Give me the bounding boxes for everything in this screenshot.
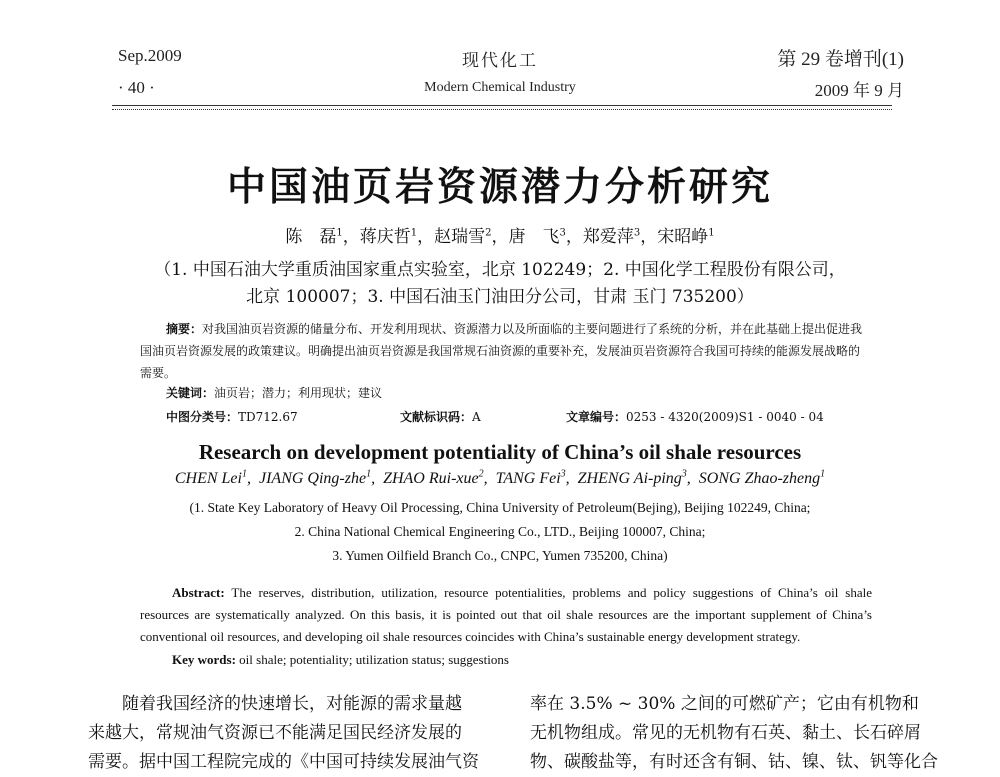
classification-number: 中图分类号：TD712.67 bbox=[166, 410, 298, 424]
body-line: 物、碳酸盐等，有时还含有铜、钴、镍、钛、钒等化合 bbox=[530, 752, 938, 772]
article-number: 文章编号：0253 - 4320(2009)S1 - 0040 - 04 bbox=[566, 410, 824, 424]
author-cn: 宋昭峥$^1$ bbox=[657, 227, 715, 247]
author-cn: 唐 飞$^3$ bbox=[508, 227, 566, 247]
header-date: Sep.2009 bbox=[118, 46, 182, 65]
document-code: 文献标识码：A bbox=[400, 410, 481, 424]
header-volume: 第 29 卷增刊(1) bbox=[777, 49, 904, 70]
keywords-en bbox=[172, 652, 509, 668]
affiliation-cn: （1. 中国石油大学重质油国家重点实验室，北京 102249；2. 中国化学工程股份有限公司， bbox=[154, 260, 846, 280]
author-en: CHEN Lei$^1$ bbox=[174, 468, 247, 487]
keywords-en-label: Key words: bbox=[172, 652, 236, 667]
header-rule-dotted bbox=[112, 109, 892, 110]
abstract-en-label: Abstract: bbox=[172, 585, 225, 600]
authors-cn: 陈 磊$^1$，蒋庆哲$^1$，赵瑞雪$^2$，唐 飞$^3$，郑爱萍$^3$，宋昭峥$^1$ bbox=[285, 227, 715, 247]
author-cn: 陈 磊$^1$ bbox=[285, 227, 343, 247]
author-cn: 蒋庆哲$^1$ bbox=[359, 227, 418, 247]
abstract-cn-text: 对我国油页岩资源的储量分布、开发利用现状、资源潜力以及所面临的主要问题进行了系统的分析，并在此基础上提出促进我国油页岩资源发展的政策建议。明确提出油页岩资源是我国常规石油资源的重要补充，发展油页岩资源符合我国可持续的能源发展战略的需要。 bbox=[140, 322, 863, 380]
abstract-en-text: The reserves, distribution, utilization, resource potentialities, problems and policy suggestions of China’s oil shale resources are systematically analyzed. On this basis, it is pointed out that oil shale resources are the important supplement of China’s conventional oil resources, and developing oil shale resources coincides with China’s sustainable energy development strategy. bbox=[140, 585, 872, 644]
author-en: ZHAO Rui-xue$^2$ bbox=[383, 468, 484, 487]
keywords-cn bbox=[166, 384, 382, 401]
abstract-en bbox=[140, 582, 872, 648]
keywords-cn-label: 关键词： bbox=[166, 386, 215, 400]
author-en: ZHENG Ai-ping$^3$ bbox=[577, 468, 687, 487]
author-cn: 赵瑞雪$^2$ bbox=[434, 227, 492, 247]
keywords-en-text: oil shale; potentiality; utilization status; suggestions bbox=[239, 652, 509, 667]
header-rule bbox=[112, 105, 892, 106]
affiliation-en: 2. China National Chemical Engineering Co., LTD., Beijing 100007, China; bbox=[294, 524, 706, 539]
body-line: 来越大，常规油气资源已不能满足国民经济发展的 bbox=[88, 723, 462, 743]
body-line: 率在 3.5% ~ 30% 之间的可燃矿产；它由有机物和 bbox=[530, 694, 919, 714]
author-cn: 郑爱萍$^3$ bbox=[582, 227, 641, 247]
affiliation-en: (1. State Key Laboratory of Heavy Oil Processing, China University of Petroleum(Bejing), Beijing 102249, China; bbox=[189, 500, 811, 515]
affiliation-cn: 北京 100007；3. 中国石油玉门油田分公司，甘肃 玉门 735200） bbox=[246, 287, 754, 307]
header-page-number: · 40 · bbox=[118, 78, 155, 97]
author-en: SONG Zhao-zheng$^1$ bbox=[698, 468, 826, 487]
body-line: 无机物组成。常见的无机物有石英、黏土、长石碎屑 bbox=[530, 723, 921, 743]
body-line: 需要。据中国工程院完成的《中国可持续发展油气资 bbox=[88, 752, 479, 772]
body-line: 随着我国经济的快速增长，对能源的需求量越 bbox=[122, 694, 462, 714]
affiliation-en: 3. Yumen Oilfield Branch Co., CNPC, Yumen 735200, China) bbox=[332, 548, 668, 563]
body-column-right bbox=[530, 690, 938, 777]
abstract-cn-label: 摘要： bbox=[166, 322, 203, 336]
header-month: 2009 年 9 月 bbox=[814, 81, 904, 100]
header-journal-en: Modern Chemical Industry bbox=[424, 80, 576, 95]
author-en: TANG Fei$^3$ bbox=[495, 468, 566, 487]
authors-en: CHEN Lei$^1$, JIANG Qing-zhe$^1$, ZHAO Rui-xue$^2$, TANG Fei$^3$, ZHENG Ai-ping$^3$, SONG Zhao-zheng$^1$ bbox=[174, 468, 826, 487]
author-en: JIANG Qing-zhe$^1$ bbox=[258, 468, 372, 487]
title-en: Research on development potentiality of China’s oil shale resources bbox=[198, 440, 802, 464]
abstract-cn bbox=[140, 318, 870, 384]
header-journal-cn: 现代化工 bbox=[462, 51, 538, 70]
title-cn: 中国油页岩资源潜力分析研究 bbox=[226, 165, 773, 210]
keywords-cn-text: 油页岩；潜力；利用现状；建议 bbox=[214, 386, 383, 400]
body-column-left bbox=[88, 690, 478, 777]
